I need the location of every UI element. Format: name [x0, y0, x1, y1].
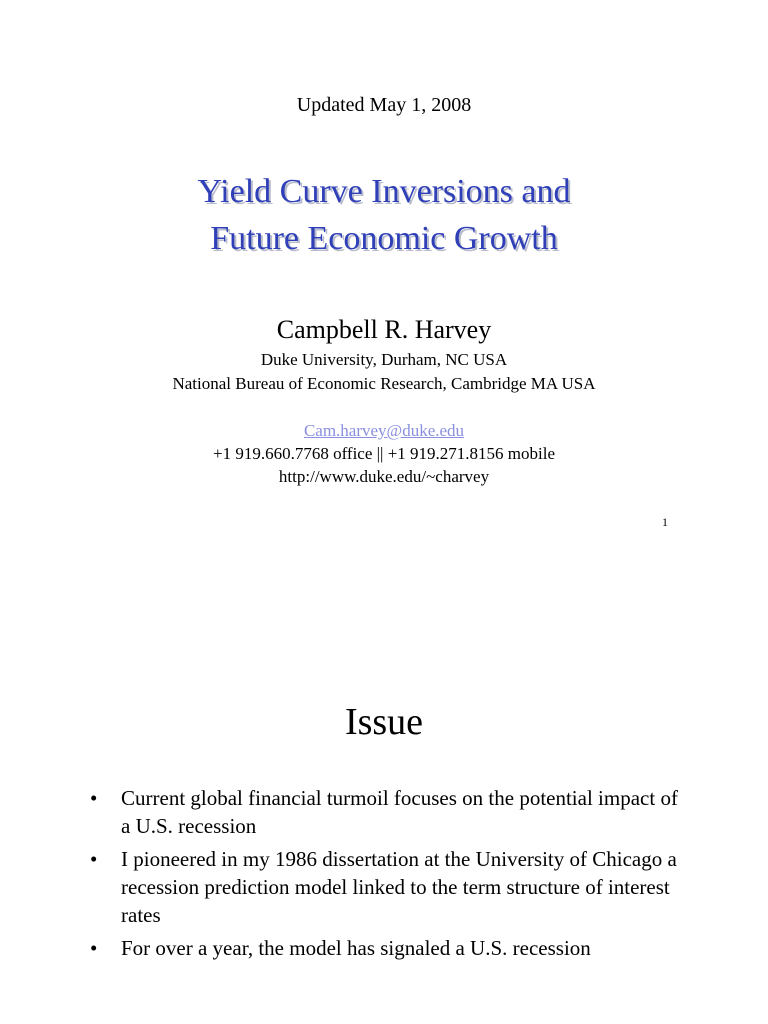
bullet-dot: • [90, 786, 98, 810]
slide-issue [0, 680, 768, 1024]
affiliation-nber: National Bureau of Economic Research, Cambridge MA USA [172, 374, 596, 393]
phone-numbers: +1 919.660.7768 office || +1 919.271.8156 mobile [212, 444, 556, 463]
bullet-item [90, 934, 690, 962]
bullet-text: Current global financial turmoil focuses on the potential impact of a U.S. recession [121, 786, 678, 838]
title-line-1: Yield Curve Inversions and [197, 173, 571, 210]
email-row [0, 420, 768, 442]
bullet-item [90, 784, 690, 840]
issue-heading: Issue [344, 701, 424, 743]
title-line-2: Future Economic Growth [210, 220, 558, 257]
affiliation-duke: Duke University, Durham, NC USA [260, 350, 508, 369]
updated-date: Updated May 1, 2008 [296, 94, 472, 116]
author-name: Campbell R. Harvey [276, 315, 492, 344]
bullet-dot: • [90, 847, 98, 871]
bullet-item [90, 845, 690, 929]
email-link[interactable]: Cam.harvey@duke.edu [303, 421, 465, 440]
bullet-text: I pioneered in my 1986 dissertation at the University of Chicago a recession prediction model linked to the term structure of interest rates [121, 847, 677, 927]
bullet-dot: • [90, 936, 98, 960]
website-url: http://www.duke.edu/~charvey [278, 467, 490, 486]
bullet-text: For over a year, the model has signaled a U.S. recession [121, 936, 591, 960]
page-number: 1 [662, 515, 668, 529]
bullet-list [90, 784, 690, 967]
presentation-title [0, 168, 768, 262]
